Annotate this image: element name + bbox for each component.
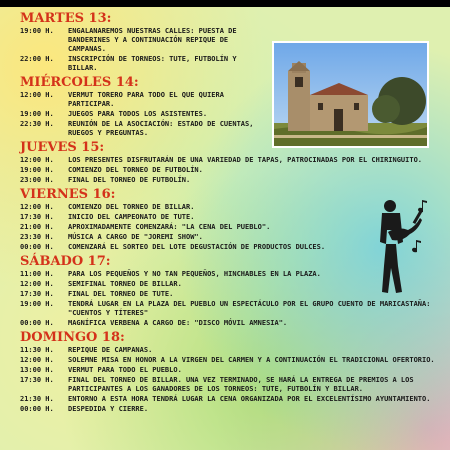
event-time: 22:30 H. — [20, 120, 54, 128]
event-time: 11:30 H. — [20, 346, 54, 354]
event-item — [0, 366, 450, 375]
church-landscape-photo — [272, 41, 429, 148]
event-text: REUNIÓN DE LA ASOCIACIÓN: ESTADO DE CUENTAS, RUEGOS Y PREGUNTAS. — [68, 120, 254, 137]
event-item — [0, 156, 450, 165]
event-item — [0, 356, 450, 365]
event-time: 17:30 H. — [20, 213, 54, 221]
event-time: 00:00 H. — [20, 243, 54, 251]
event-text: MÚSICA A CARGO DE "JOREMI SHOW". — [68, 233, 203, 241]
event-text: COMIENZO DEL TORNEO DE FUTBOLÍN. — [68, 166, 203, 174]
day-heading-sabado: SÁBADO 17: — [20, 254, 111, 269]
event-text: ENTORNO A ESTA HORA TENDRÁ LUGAR LA CENA ORGANIZADA POR EL EXCELENTÍSIMO AYUNTAMIENTO. — [68, 395, 431, 403]
event-text: APROXIMADAMENTE COMENZARÁ: "LA CENA DEL PUEBLO". — [68, 223, 271, 231]
top-black-bar — [0, 0, 450, 7]
event-text: PARA LOS PEQUEÑOS Y NO TAN PEQUEÑOS, HINCHABLES EN LA PLAZA. — [68, 270, 321, 278]
event-time: 23:00 H. — [20, 176, 54, 184]
event-time: 17:30 H. — [20, 376, 54, 384]
event-time: 12:00 H. — [20, 356, 54, 364]
event-time: 00:00 H. — [20, 405, 54, 413]
event-time: 12:00 H. — [20, 203, 54, 211]
event-time: 21:00 H. — [20, 223, 54, 231]
event-time: 21:30 H. — [20, 395, 54, 403]
event-item — [0, 176, 450, 185]
day-heading-martes: MARTES 13: — [20, 11, 112, 26]
event-time: 23:30 H. — [20, 233, 54, 241]
event-text: REPIQUE DE CAMPANAS. — [68, 346, 153, 354]
event-item — [0, 405, 450, 414]
event-text: COMIENZO DEL TORNEO DE BILLAR. — [68, 203, 195, 211]
event-item — [0, 166, 450, 175]
event-item — [0, 346, 450, 355]
event-time: 19:00 H. — [20, 27, 54, 35]
event-text: ENGALANAREMOS NUESTRAS CALLES: PUESTA DE BANDERINES Y A CONTINUACIÓN REPIQUE DE CAMPANAS. — [68, 27, 237, 53]
event-item — [0, 300, 450, 318]
event-text: JUEGOS PARA TODOS LOS ASISTENTES. — [68, 110, 208, 118]
event-text: MAGNÍFICA VERBENA A CARGO DE: "DISCO MÓVIL AMNESIA". — [68, 319, 288, 327]
event-time: 17:30 H. — [20, 290, 54, 298]
event-text: INSCRIPCIÓN DE TORNEOS: TUTE, FUTBOLÍN Y BILLAR. — [68, 55, 237, 72]
event-item — [0, 319, 450, 328]
event-item — [0, 376, 450, 394]
church-photo-drawing — [274, 43, 427, 146]
event-text: FINAL DEL TORNEO DE TUTE. — [68, 290, 174, 298]
event-time: 12:00 H. — [20, 280, 54, 288]
day-heading-domingo: DOMINGO 18: — [20, 330, 125, 345]
event-time: 12:00 H. — [20, 91, 54, 99]
event-time: 12:00 H. — [20, 156, 54, 164]
guitarist-silhouette-icon — [372, 196, 432, 296]
event-text: SEMIFINAL TORNEO DE BILLAR. — [68, 280, 182, 288]
day-heading-viernes: VIERNES 16: — [20, 187, 116, 202]
day-heading-miercoles: MIÉRCOLES 14: — [20, 75, 139, 90]
event-time: 00:00 H. — [20, 319, 54, 327]
event-time: 11:00 H. — [20, 270, 54, 278]
event-text: VERMUT PARA TODO EL PUEBLO. — [68, 366, 182, 374]
event-time: 19:00 H. — [20, 166, 54, 174]
event-time: 13:00 H. — [20, 366, 54, 374]
event-time: 19:00 H. — [20, 110, 54, 118]
event-text: DESPEDIDA Y CIERRE. — [68, 405, 149, 413]
event-text: LOS PRESENTES DISFRUTARÁN DE UNA VARIEDAD DE TAPAS, PATROCINADAS POR EL CHIRINGUITO. — [68, 156, 423, 164]
event-time: 22:00 H. — [20, 55, 54, 63]
event-text: INICIO DEL CAMPEONATO DE TUTE. — [68, 213, 195, 221]
day-heading-jueves: JUEVES 15: — [20, 140, 105, 155]
event-time: 19:00 H. — [20, 300, 54, 308]
event-text: FINAL DEL TORNEO DE BILLAR. UNA VEZ TERMINADO, SE HARÁ LA ENTREGA DE PREMIOS A LOS PARTICIPANTES A LOS GANADORES DE LOS TORNEOS: TUTE, FUTBOLÍN Y BILLAR. — [68, 376, 414, 393]
event-text: SOLEMNE MISA EN HONOR A LA VIRGEN DEL CARMEN Y A CONTINUACIÓN EL TRADICIONAL OFERTORIO. — [68, 356, 435, 364]
event-text: VERMUT TORERO PARA TODO EL QUE QUIERA PARTICIPAR. — [68, 91, 224, 108]
event-item — [0, 395, 450, 404]
event-text: FINAL DEL TORNEO DE FUTBOLÍN. — [68, 176, 191, 184]
event-text: COMENZARÁ EL SORTEO DEL LOTE DEGUSTACIÓN DE PRODUCTOS DULCES. — [68, 243, 326, 251]
event-text: TENDRÁ LUGAR EN LA PLAZA DEL PUEBLO UN ESPECTÁCULO POR EL GRUPO CUENTO DE MARICASTAÑA: "CUENTOS Y TÍTERES" — [68, 300, 431, 317]
